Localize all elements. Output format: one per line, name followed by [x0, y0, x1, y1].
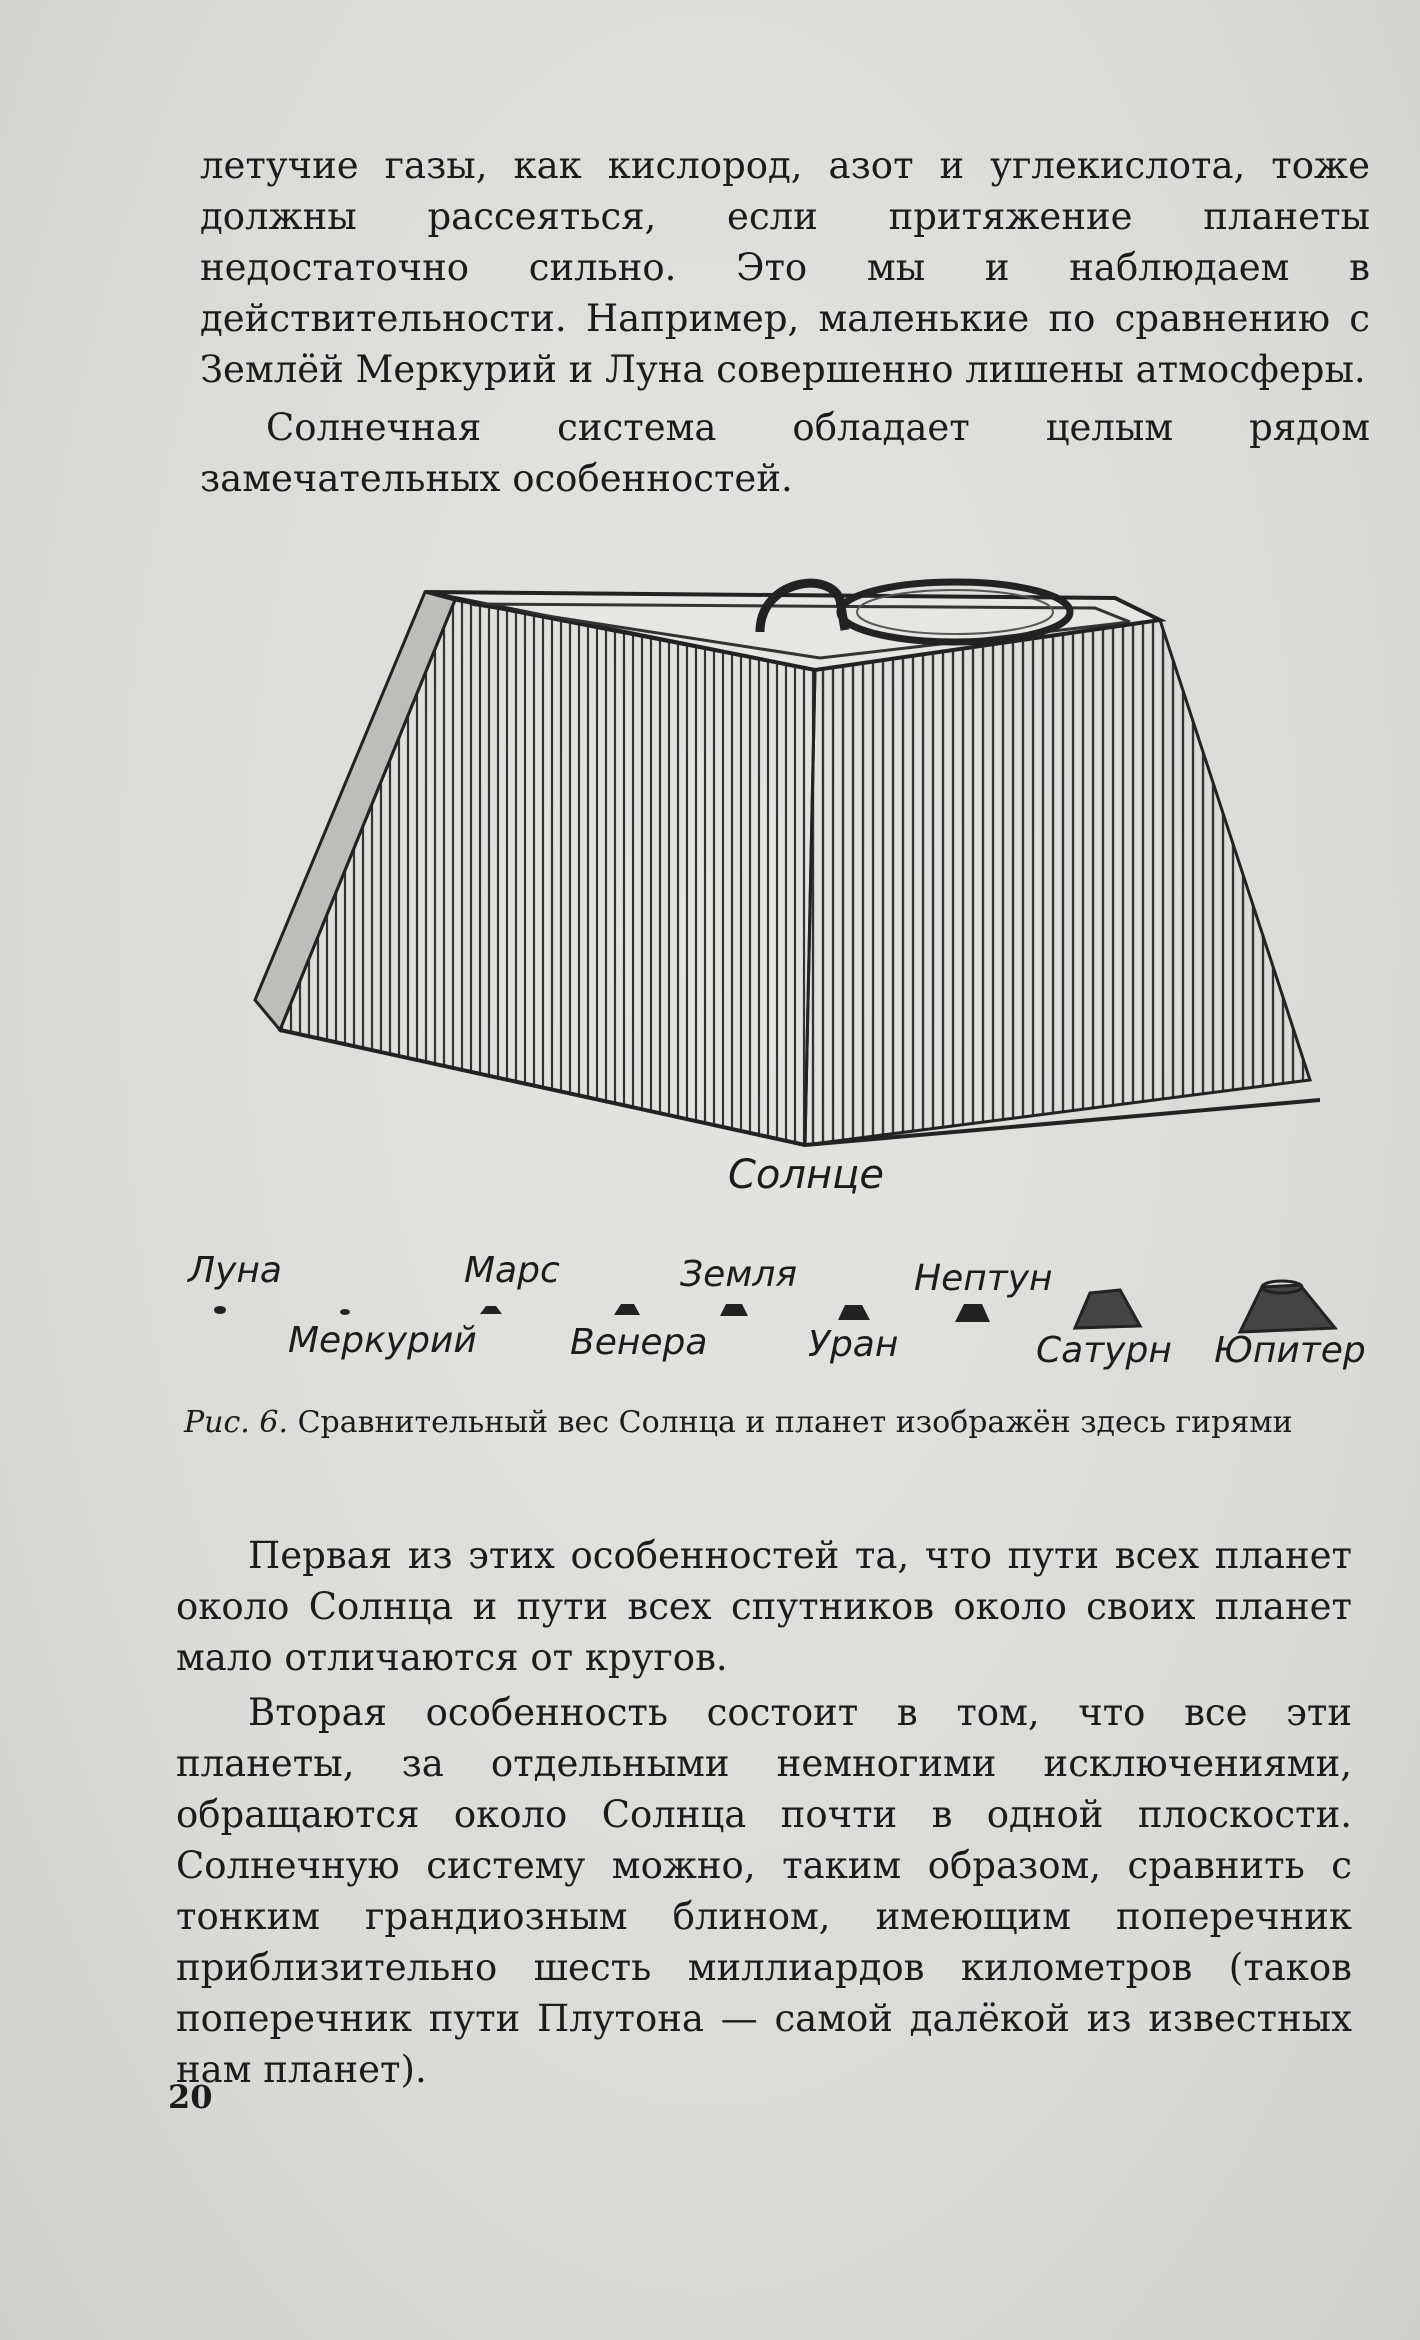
label-neptune: Нептун: [914, 1258, 1053, 1299]
label-saturn: Сатурн: [1036, 1330, 1172, 1371]
caption-text: Сравнительный вес Солнца и планет изображён здесь гирями: [297, 1405, 1293, 1440]
paragraph-orbits: Первая из этих особенностей та, что пути всех планет около Солнца и пути всех спутников около своих планет мало отличаются от кругов.: [176, 1534, 1352, 1679]
label-sun: Солнце: [728, 1152, 884, 1198]
label-moon: Луна: [188, 1250, 282, 1291]
label-earth: Земля: [680, 1254, 798, 1295]
figure-caption: [184, 1405, 1364, 1440]
sun-weight-illustration: [0, 560, 1420, 1460]
page-number: 20: [168, 2078, 213, 2116]
paragraph-plane: Вторая особенность состоит в том, что все эти планеты, за отдельными немногими исключениями, обращаются около Солнца почти в одной плоскости. Солнечную систему можно, таким образом, сравнить с тонким грандиозным блином, имеющим поперечник приблизительно шесть миллиардов километров (таков поперечник пути Плутона — самой далёкой из известных нам планет).: [176, 1691, 1352, 2091]
label-mercury: Меркурий: [288, 1320, 477, 1361]
label-mars: Марс: [464, 1250, 560, 1291]
label-venus: Венера: [570, 1322, 708, 1363]
label-uranus: Уран: [808, 1324, 899, 1365]
caption-number: Рис. 6.: [184, 1405, 289, 1440]
label-jupiter: Юпитер: [1214, 1330, 1366, 1371]
paragraph-features-intro: Солнечная система обладает целым рядом замечательных особенностей.: [200, 406, 1370, 500]
figure-weights: [0, 560, 1420, 1460]
paragraph-atmosphere: летучие газы, как кислород, азот и углекислота, тоже должны рассеяться, если притяжение планеты недостаточно сильно. Это мы и наблюдаем в действительности. Например, маленькие по сравнению с Землёй Меркурий и Луна совершенно лишены атмосферы.: [200, 144, 1370, 391]
